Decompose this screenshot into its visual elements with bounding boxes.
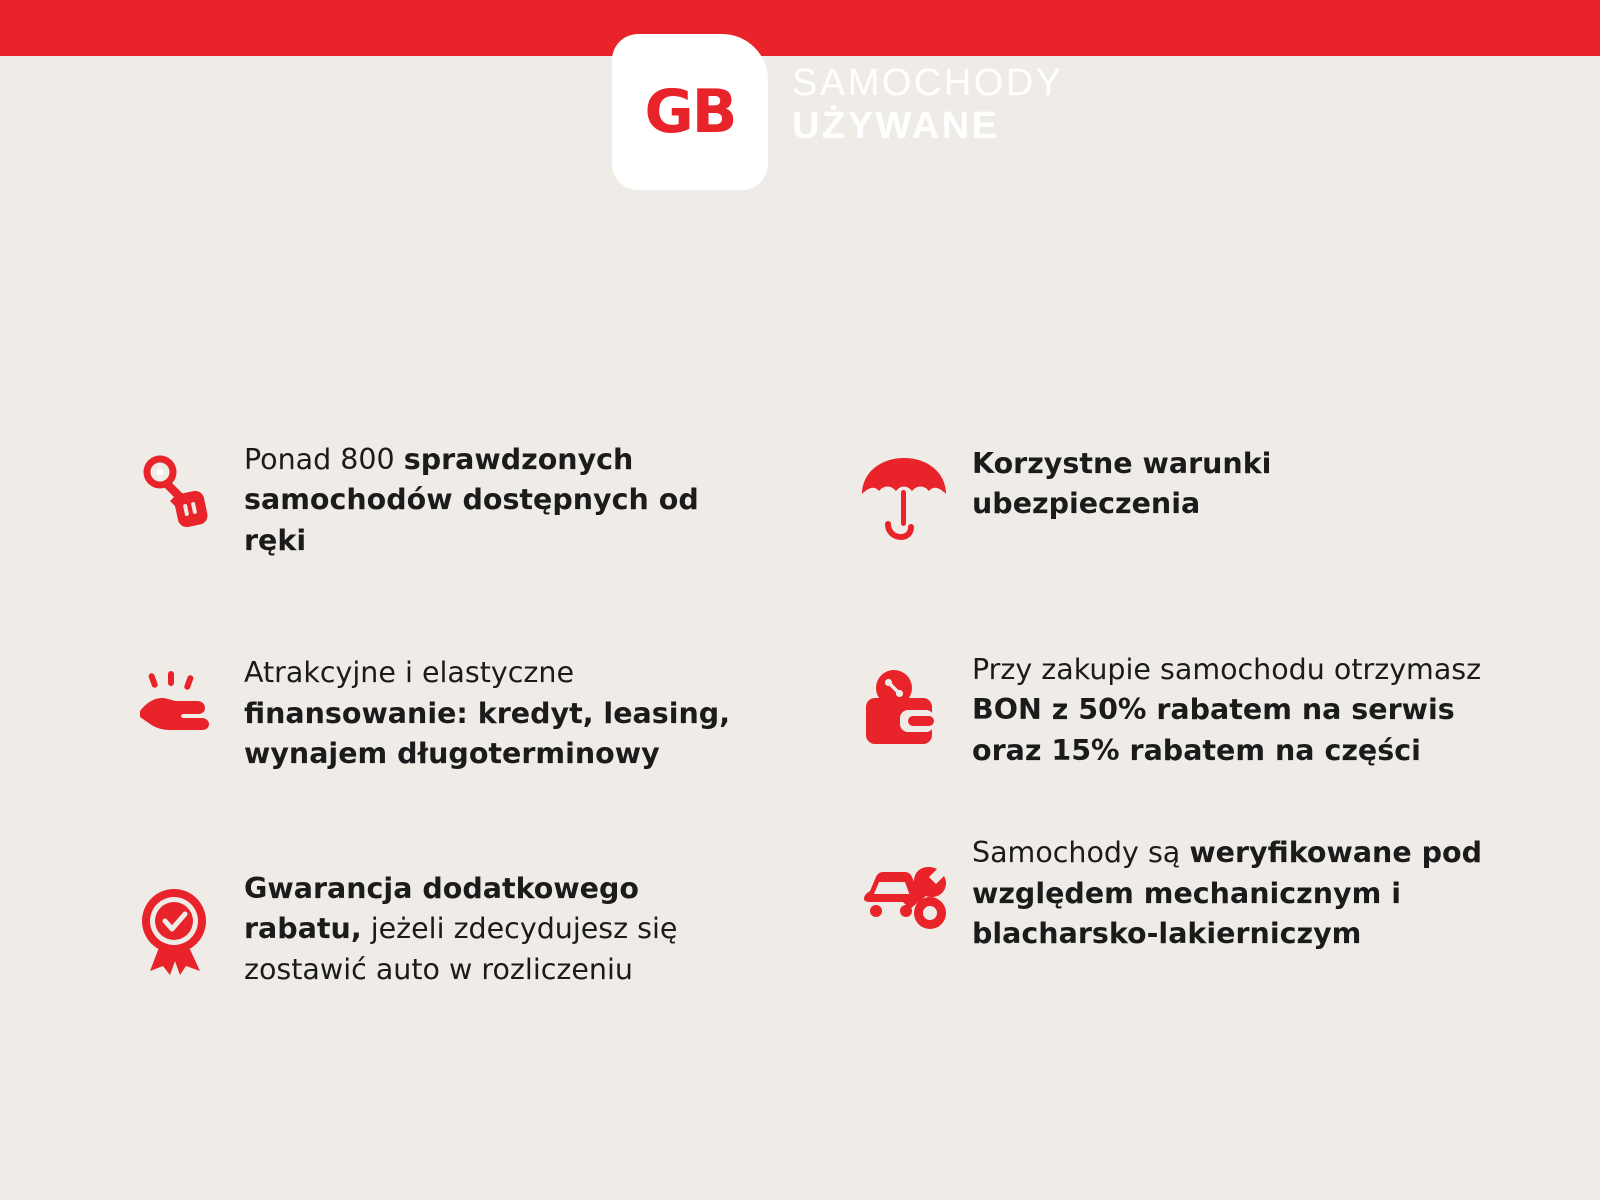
gb-logo-text: GB (644, 77, 736, 147)
wallet-discount-icon (858, 664, 950, 756)
features-section (0, 440, 1600, 1086)
feature-text-right-2: Przy zakupie samochodu otrzymasz BON z 50% rabatem na serwis oraz 15% rabatem na części (972, 653, 1482, 767)
brand-line-2: UŻYWANE (792, 105, 1000, 147)
car-wrench-gear-icon (858, 847, 950, 939)
feature-text-left-3: Gwarancja dodatkowego rabatu, jeżeli zdecydujesz się zostawić auto w rozliczeniu (244, 871, 678, 986)
feature-text-right-3: Samochody są weryfikowane pod względem mechanicznym i blacharsko-lakierniczym (972, 836, 1482, 951)
brand-wordmark (792, 62, 1064, 161)
feature-text-left-1: Ponad 800 sprawdzonych samochodów dostępnych od ręki (244, 443, 699, 557)
gb-logo-icon (612, 34, 768, 190)
feature-text-right-1: Korzystne warunki ubezpieczenia (972, 447, 1272, 521)
features-column-right (0, 440, 1600, 1086)
feature-item (858, 833, 1560, 954)
feature-item (858, 650, 1560, 771)
feature-text-left-2: Atrakcyjne i elastyczne finansowanie: kredyt, leasing, wynajem długoterminowy (244, 656, 731, 771)
umbrella-icon (858, 450, 950, 542)
brand-lockup (612, 34, 1064, 190)
header-banner (0, 0, 1600, 260)
brand-line-1: SAMOCHODY (792, 62, 1064, 105)
feature-item (858, 444, 1560, 542)
